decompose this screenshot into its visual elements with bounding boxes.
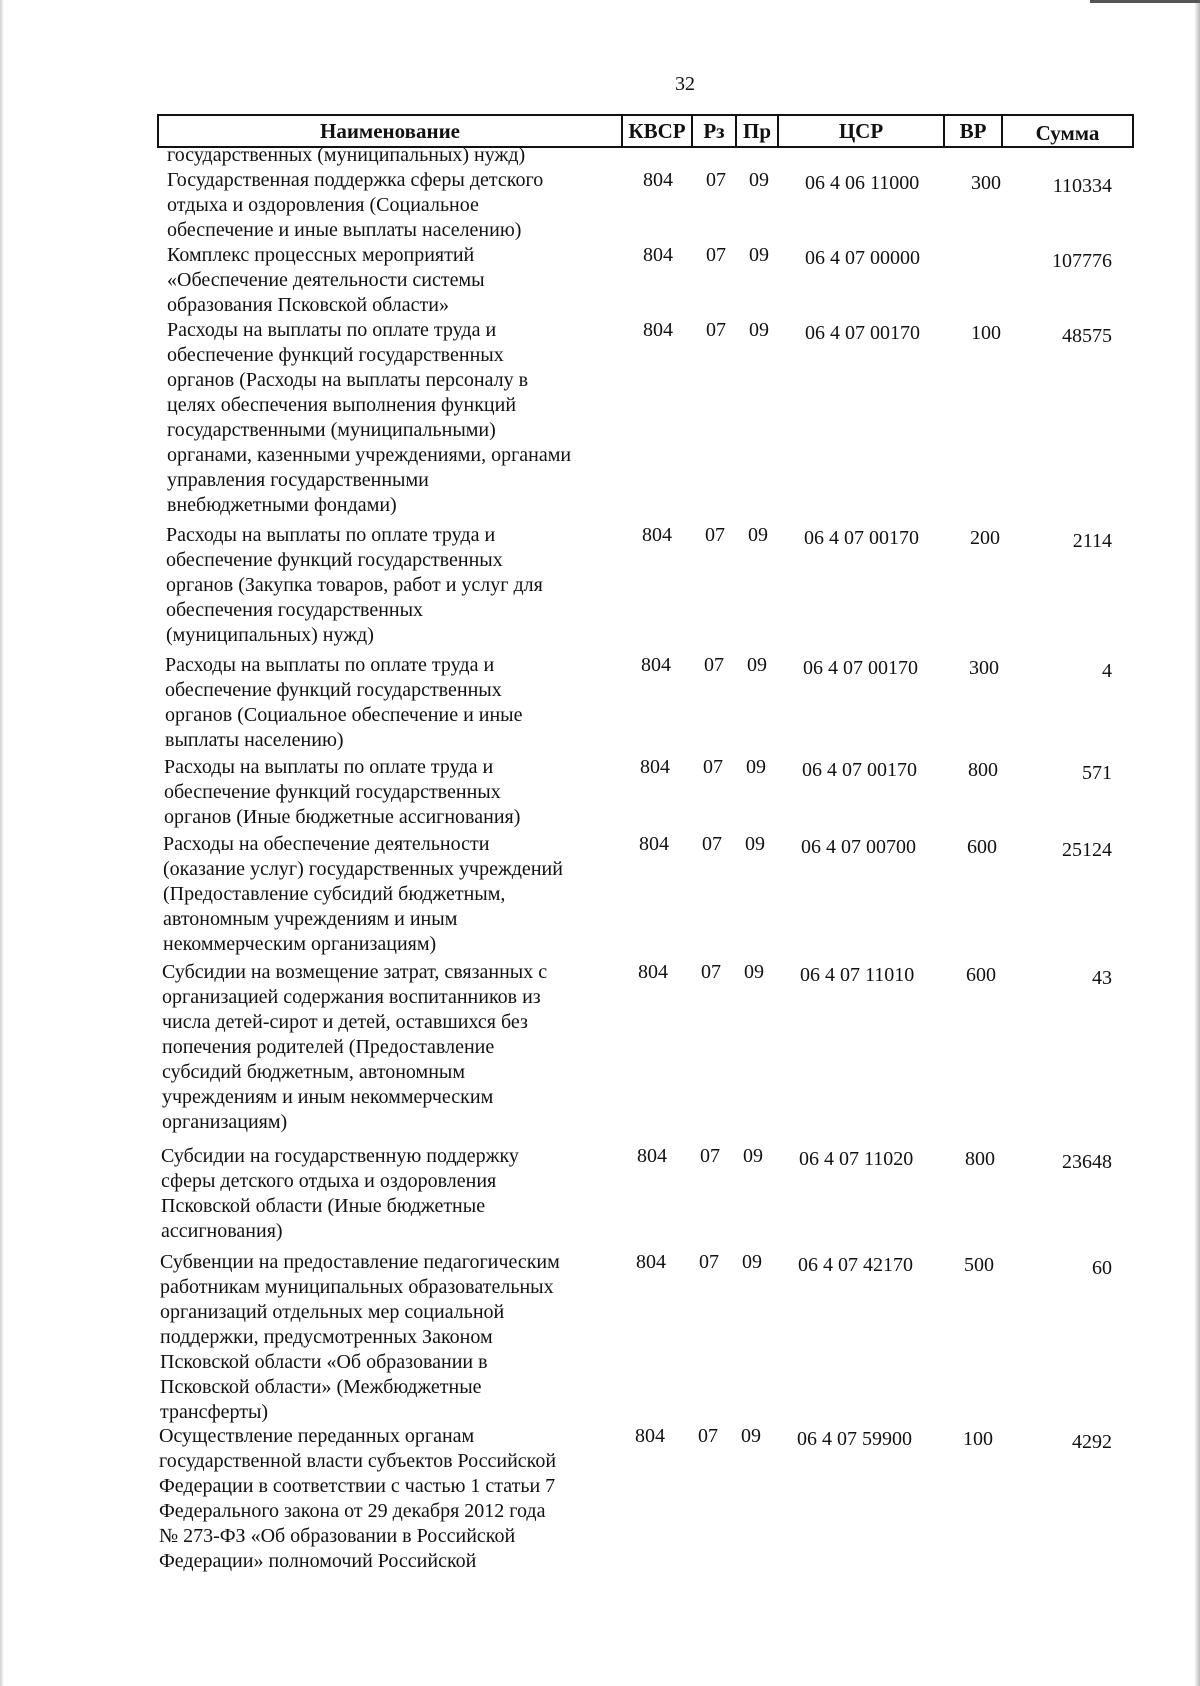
row-name-line: Комплекс процессных мероприятий [167,244,475,266]
row-name-line: обеспечение функций государственных [164,781,501,803]
row-name-line: обеспечение функций государственных [165,679,502,701]
row-name-line: Расходы на выплаты по оплате труда и [167,319,497,341]
row-name-line: Федерального закона от 29 декабря 2012 года [159,1500,546,1522]
row-csr: 06 4 06 11000 [805,172,920,194]
row-vr: 100 [963,1428,993,1450]
row-name-line: управления государственными [167,469,429,491]
row-name-line: № 273-ФЗ «Об образовании в Российской [159,1525,516,1547]
row-kvsr: 804 [640,756,670,778]
row-name-line: отдыха и оздоровления (Социальное [167,194,479,216]
row-name-line: обеспечение функций государственных [167,344,504,366]
row-rz: 07 [702,833,722,855]
row-name-line: «Обеспечение деятельности системы [167,269,485,291]
row-name-line: субсидий бюджетным, автономным [162,1061,466,1083]
row-vr: 800 [965,1148,995,1170]
row-vr: 800 [968,759,998,781]
row-csr: 06 4 07 00000 [805,247,920,269]
row-name-line: обеспечение функций государственных [166,549,503,571]
row-name-line: организацией содержания воспитанников из [162,986,541,1008]
row-csr: 06 4 07 00170 [805,322,920,344]
row-name-line: числа детей-сирот и детей, оставшихся без [162,1011,528,1033]
row-sum: 571 [1082,762,1112,784]
row-csr: 06 4 07 42170 [798,1254,913,1276]
row-sum: 23648 [1062,1151,1112,1173]
row-csr: 06 4 07 00170 [803,657,918,679]
header-vr: ВР [959,119,987,143]
row-name-line: автономным учреждениям и иным [163,908,458,930]
row-vr: 300 [969,657,999,679]
row-name-line: учреждениям и иным некоммерческим [162,1086,494,1108]
row-vr: 300 [971,172,1001,194]
row-name-line: Псковской области «Об образовании в [160,1351,488,1373]
row-name-line: поддержки, предусмотренных Законом [160,1326,493,1348]
row-name-line: (муниципальных) нужд) [166,624,374,646]
header-sum: Сумма [1035,121,1100,145]
row-sum: 110334 [1052,175,1112,197]
row-name-line: попечения родителей (Предоставление [162,1036,495,1058]
row-kvsr: 804 [638,961,668,983]
row-name-line: Субвенции на предоставление педагогическим [160,1251,560,1273]
row-pr: 09 [742,1251,762,1273]
row-name-line: внебюджетными фондами) [167,494,397,516]
row-name-line: организаций отдельных мер социальной [160,1301,505,1323]
row-rz: 07 [700,1145,720,1167]
row-pr: 09 [745,833,765,855]
row-sum: 48575 [1062,325,1112,347]
row-pr: 09 [744,961,764,983]
row-name-line: Федерации в соответствии с частью 1 статьи 7 [159,1475,556,1497]
row-vr: 200 [970,527,1000,549]
row-name-line: работникам муниципальных образовательных [160,1276,554,1298]
header-rz: Рз [703,119,725,143]
row-vr: 600 [967,836,997,858]
row-pr: 09 [746,756,766,778]
row-csr: 06 4 07 00170 [804,527,919,549]
row-sum: 43 [1092,967,1112,989]
row-name-line: выплаты населению) [165,729,344,751]
row-name-line: организациям) [162,1111,288,1133]
row-name-line: органов (Социальное обеспечение и иные [165,704,523,726]
row-csr: 06 4 07 59900 [797,1428,912,1450]
row-sum: 107776 [1052,250,1112,272]
row-name-line: органами, казенными учреждениями, органами [167,444,572,466]
row-name-line: государственными (муниципальными) [167,419,496,441]
row-vr: 500 [964,1254,994,1276]
row-name-line: государственной власти субъектов Российской [159,1450,557,1472]
row-name-line: органов (Иные бюджетные ассигнования) [164,806,521,828]
header-name: Наименование [320,119,460,143]
row-name-line: Субсидии на государственную поддержку [161,1145,519,1167]
row-rz: 07 [704,654,724,676]
row-sum: 60 [1092,1257,1112,1279]
row-name-line: Осуществление переданных органам [159,1425,475,1447]
row-sum: 2114 [1072,530,1112,552]
row-rz: 07 [706,169,726,191]
row-name-line: обеспечения государственных [166,599,424,621]
row-sum: 4 [1102,660,1112,682]
row-name-line: (Предоставление субсидий бюджетным, [163,883,506,905]
row-kvsr: 804 [635,1425,665,1447]
row-name-line: органов (Расходы на выплаты персоналу в [167,369,529,391]
row-kvsr: 804 [639,833,669,855]
row-rz: 07 [705,524,725,546]
row-vr: 600 [966,964,996,986]
row-rz: 07 [703,756,723,778]
row-name-line: (оказание услуг) государственных учреждений [163,858,563,880]
row-vr: 100 [971,322,1001,344]
row-name-line: образования Псковской области» [167,294,449,316]
page-number: 32 [675,73,695,95]
row-kvsr: 804 [642,524,672,546]
row-kvsr: 804 [643,319,673,341]
row-csr: 06 4 07 00170 [802,759,917,781]
header-pr: Пр [742,119,771,143]
row-name-line: Расходы на выплаты по оплате труда и [165,654,495,676]
row-pr: 09 [741,1425,761,1447]
row-name-line: Расходы на выплаты по оплате труда и [166,524,496,546]
row-kvsr: 804 [643,244,673,266]
row-name-line: трансферты) [160,1401,269,1423]
row-kvsr: 804 [643,169,673,191]
row-kvsr: 804 [641,654,671,676]
scan-edge-left [0,0,4,1686]
row-name-line: обеспечение и иные выплаты населению) [167,219,522,241]
continuation-text: государственных (муниципальных) нужд) [167,144,526,166]
row-name-line: Псковской области (Иные бюджетные [161,1195,486,1217]
row-name-line: некоммерческим организациям) [163,933,437,955]
row-rz: 07 [701,961,721,983]
row-name-line: Субсидии на возмещение затрат, связанных с [162,961,548,983]
row-sum: 4292 [1072,1431,1112,1453]
row-name-line: сферы детского отдыха и оздоровления [161,1170,497,1192]
row-name-line: Федерации» полномочий Российской [159,1550,477,1572]
row-rz: 07 [698,1425,718,1447]
row-name-line: Расходы на обеспечение деятельности [163,833,490,855]
scan-edge-right [1194,0,1200,1686]
row-rz: 07 [706,319,726,341]
row-name-line: Расходы на выплаты по оплате труда и [164,756,494,778]
row-pr: 09 [749,169,769,191]
row-csr: 06 4 07 11010 [800,964,915,986]
row-kvsr: 804 [637,1145,667,1167]
row-name-line: Государственная поддержка сферы детского [167,169,544,191]
row-name-line: целях обеспечения выполнения функций [167,394,517,416]
scan-edge-top [1090,0,1200,3]
row-pr: 09 [749,244,769,266]
header-kvsr: КВСР [628,119,686,143]
row-name-line: Псковской области» (Межбюджетные [160,1376,482,1398]
row-rz: 07 [706,244,726,266]
row-csr: 06 4 07 11020 [799,1148,914,1170]
row-pr: 09 [749,319,769,341]
row-rz: 07 [699,1251,719,1273]
row-csr: 06 4 07 00700 [801,836,916,858]
row-name-line: органов (Закупка товаров, работ и услуг для [166,574,543,596]
row-pr: 09 [743,1145,763,1167]
row-pr: 09 [747,654,767,676]
header-csr: ЦСР [838,119,884,143]
row-name-line: ассигнования) [161,1220,283,1242]
row-sum: 25124 [1062,839,1112,861]
row-pr: 09 [748,524,768,546]
row-kvsr: 804 [636,1251,666,1273]
